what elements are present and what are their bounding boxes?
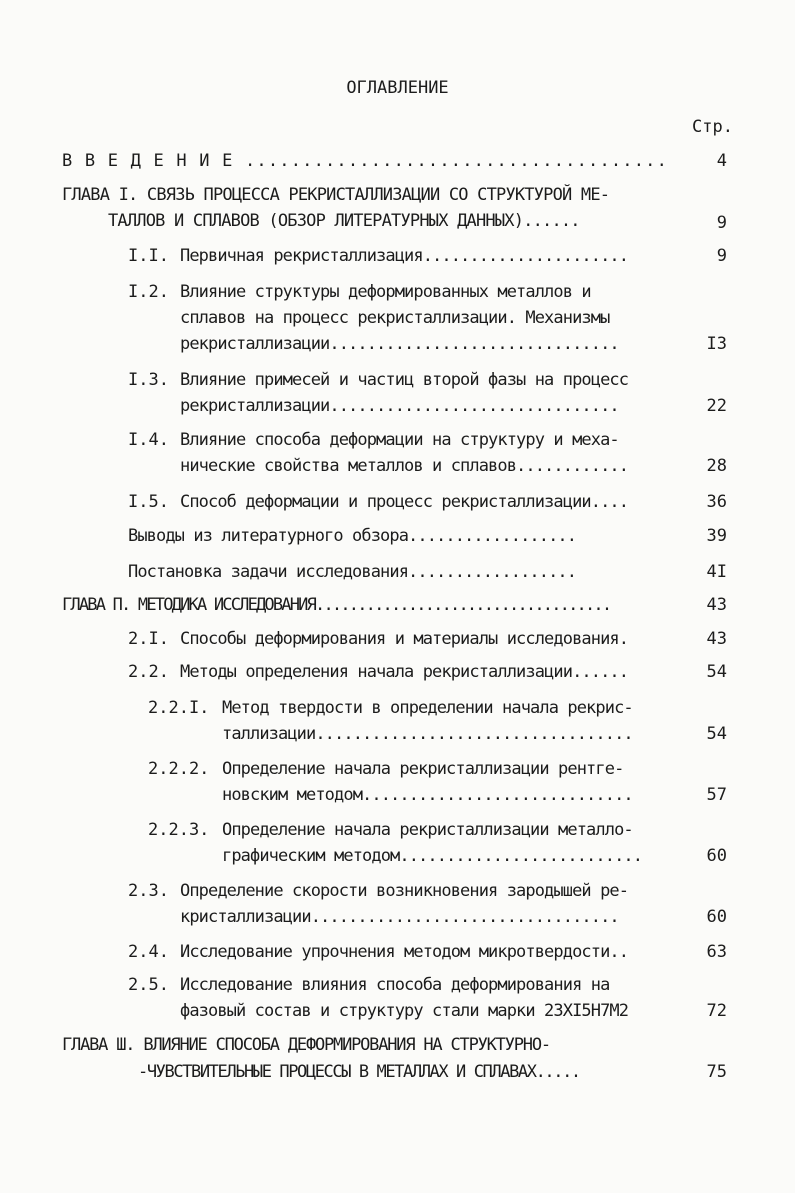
section-number: 2.4. <box>128 942 169 962</box>
toc-title: ОГЛАВЛЕНИЕ <box>346 78 449 98</box>
section-number: I.4. <box>128 430 169 450</box>
toc-entry-chapter-1-cont: ТАЛЛОВ И СПЛАВОВ (ОБЗОР ЛИТЕРАТУРНЫХ ДАННЫХ)...... <box>108 211 580 231</box>
toc-entry-section-cont: рекристаллизации............................... <box>180 396 619 416</box>
toc-entry-section: Первичная рекристаллизация...................... <box>180 246 629 266</box>
section-number: I.I. <box>128 246 169 266</box>
toc-entry-subsection: Определение начала рекристаллизации металло- <box>222 820 633 840</box>
toc-entry-chapter-2: ГЛАВА П. МЕТОДИКА ИССЛЕДОВАНИЯ................................... <box>62 595 611 615</box>
toc-page-number: 9 <box>716 246 727 266</box>
toc-page-number: 54 <box>706 662 727 682</box>
toc-entry-section: Исследование упрочнения методом микротвердости.. <box>180 942 629 962</box>
toc-page-number: I3 <box>706 334 727 354</box>
toc-page-number: 43 <box>706 595 727 615</box>
toc-page-number: 63 <box>706 942 727 962</box>
toc-entry-section: Способы деформирования и материалы исследования. <box>180 629 629 649</box>
toc-page-number: 39 <box>706 526 727 546</box>
toc-page-number: 9 <box>716 213 727 233</box>
toc-entry-section: Определение скорости возникновения зародышей ре- <box>180 881 629 901</box>
toc-entry-section-cont: рекристаллизации............................... <box>180 334 619 354</box>
toc-entry-chapter-3: ГЛАВА Ш. ВЛИЯНИЕ СПОСОБА ДЕФОРМИРОВАНИЯ НА СТРУКТУРНО- <box>62 1035 550 1055</box>
section-number: I.5. <box>128 492 169 512</box>
section-number: 2.2. <box>128 662 169 682</box>
section-number: 2.3. <box>128 881 169 901</box>
toc-entry-subsection: Определение начала рекристаллизации рентге- <box>222 759 624 779</box>
toc-page-number: 60 <box>706 907 727 927</box>
toc-page-number: 43 <box>706 629 727 649</box>
toc-page-number: 22 <box>706 396 727 416</box>
toc-page-number: 57 <box>706 785 727 805</box>
section-number: I.2. <box>128 282 169 302</box>
toc-entry-section: Способ деформации и процесс рекристаллизации.... <box>180 492 629 512</box>
toc-page-number: 4I <box>706 562 727 582</box>
toc-entry-section: Влияние примесей и частиц второй фазы на процесс <box>180 370 629 390</box>
toc-entry-section: Влияние способа деформации на структуру и меха- <box>180 430 619 450</box>
toc-page-number: 54 <box>706 724 727 744</box>
toc-entry-section-cont: фазовый состав и структуру стали марки 23XI5H7M2 <box>180 1001 629 1021</box>
toc-entry-section: Влияние структуры деформированных металлов и <box>180 282 591 302</box>
toc-entry-subsection: Метод твердости в определении начала рекрис- <box>222 698 633 718</box>
section-number: 2.I. <box>128 629 169 649</box>
toc-page-number: 72 <box>706 1001 727 1021</box>
section-number: 2.5. <box>128 975 169 995</box>
toc-entry-problem-statement: Постановка задачи исследования.................. <box>128 562 577 582</box>
toc-entry-section-cont: кристаллизации................................. <box>180 907 619 927</box>
subsection-number: 2.2.2. <box>148 759 210 779</box>
toc-page-number: 75 <box>706 1062 727 1082</box>
toc-entry-conclusions: Выводы из литературного обзора.................. <box>128 526 577 546</box>
toc-page-number: 4 <box>716 151 727 171</box>
subsection-number: 2.2.I. <box>148 698 210 718</box>
toc-entry-chapter-1: ГЛАВА I. СВЯЗЬ ПРОЦЕССА РЕКРИСТАЛЛИЗАЦИИ СО СТРУКТУРОЙ МЕ- <box>62 185 610 205</box>
toc-entry-subsection-cont: новским методом............................. <box>222 785 633 805</box>
toc-page-number: 28 <box>706 456 727 476</box>
toc-entry-introduction: В В Е Д Е Н И Е ..................................... <box>62 151 669 171</box>
toc-entry-section-cont: нические свойства металлов и сплавов............ <box>180 456 629 476</box>
toc-entry-subsection-cont: графическим методом.......................... <box>222 846 643 866</box>
toc-entry-section: Методы определения начала рекристаллизации...... <box>180 662 629 682</box>
section-number: I.3. <box>128 370 169 390</box>
toc-entry-section-cont: сплавов на процесс рекристаллизации. Механизмы <box>180 308 610 328</box>
toc-entry-section: Исследование влияния способа деформирования на <box>180 975 610 995</box>
toc-page-number: 36 <box>706 492 727 512</box>
toc-entry-chapter-3-cont: -ЧУВСТВИТЕЛЬНЫЕ ПРОЦЕССЫ В МЕТАЛЛАХ И СПЛАВАХ..... <box>138 1062 580 1082</box>
subsection-number: 2.2.3. <box>148 820 210 840</box>
toc-entry-subsection-cont: таллизации.................................. <box>222 724 633 744</box>
page-column-header: Стр. <box>692 117 733 137</box>
toc-page-number: 60 <box>706 846 727 866</box>
